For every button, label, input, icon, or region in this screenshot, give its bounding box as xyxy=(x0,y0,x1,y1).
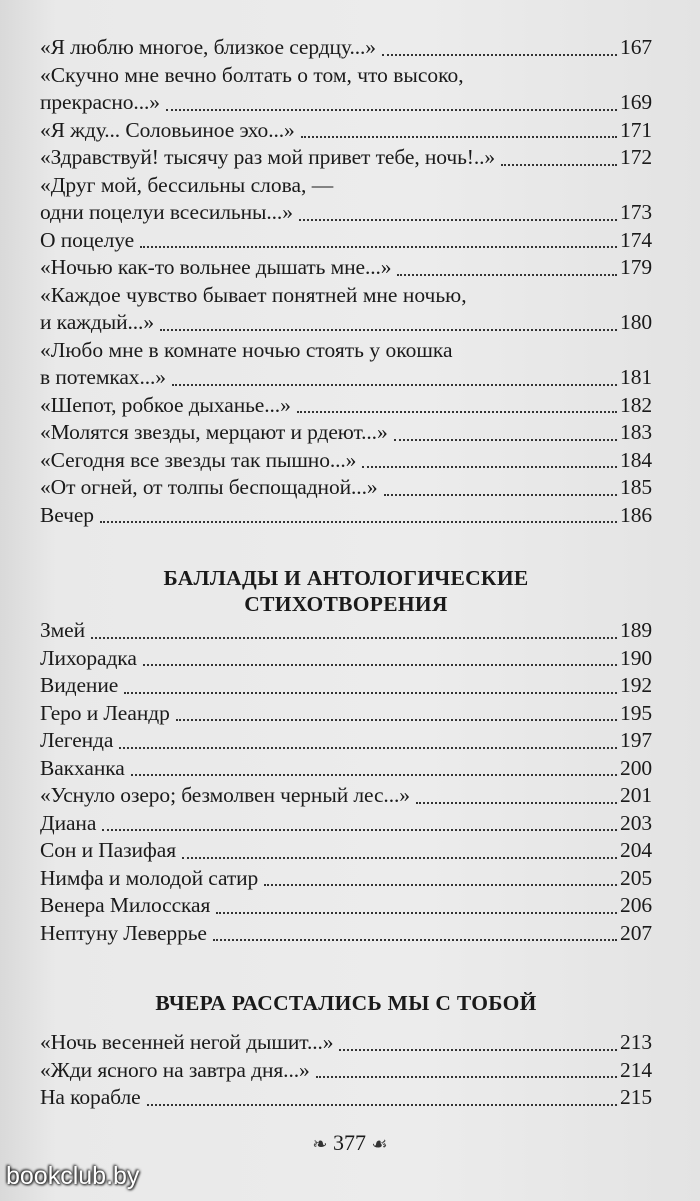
toc-entry xyxy=(40,700,652,728)
toc-entry xyxy=(40,254,652,282)
toc-entry-title: «Я жду... Соловьиное эхо...» xyxy=(40,117,295,142)
toc-entry-page: 181 xyxy=(620,365,652,389)
dot-leader xyxy=(131,774,617,776)
dot-leader xyxy=(91,637,617,639)
toc-entry-title: «Я люблю многое, близкое сердцу...» xyxy=(40,35,376,59)
ornament-left-icon: ❧ xyxy=(312,1134,328,1154)
toc-entry-title: О поцелуе xyxy=(40,227,135,252)
toc-entry xyxy=(40,810,652,838)
toc-entry xyxy=(40,117,652,145)
toc-entry-title: Легенда xyxy=(40,728,114,752)
toc-entry-row xyxy=(40,755,652,783)
dot-leader xyxy=(339,1049,617,1051)
toc-entry-page: 203 xyxy=(620,810,652,835)
toc-entry-page: 207 xyxy=(620,920,652,945)
dot-leader xyxy=(160,329,617,331)
toc-entry-page: 185 xyxy=(620,475,652,499)
toc-entry-title: «Молятся звезды, мерцают и рдеют...» xyxy=(40,420,388,444)
toc-entry-page: 195 xyxy=(620,700,652,725)
toc-entry-row xyxy=(40,892,652,920)
toc-entry-title: «Уснуло озеро; безмолвен черный лес...» xyxy=(40,783,410,807)
dot-leader xyxy=(143,664,617,666)
toc-section-vchera xyxy=(40,1029,652,1112)
toc-entry-row xyxy=(40,309,652,337)
toc-entry xyxy=(40,1029,652,1057)
toc-entry-title: «Ночь весенней негой дышит...» xyxy=(40,1030,334,1054)
dot-leader xyxy=(299,219,617,221)
toc-entry xyxy=(40,502,652,530)
dot-leader xyxy=(124,692,617,694)
toc-entry xyxy=(40,727,652,755)
toc-section-ballads xyxy=(40,617,652,947)
toc-entry-page: 169 xyxy=(620,90,652,114)
dot-leader xyxy=(102,829,617,831)
dot-leader xyxy=(176,719,617,721)
toc-entry-title: Сон и Пазифая xyxy=(40,838,176,862)
toc-entry-row xyxy=(40,1057,652,1085)
toc-entry-row xyxy=(40,364,652,392)
toc-entry-title: Вечер xyxy=(40,502,94,527)
toc-entry xyxy=(40,782,652,810)
toc-entry xyxy=(40,227,652,255)
page-footer xyxy=(0,1130,700,1156)
section-heading-line: СТИХОТВОРЕНИЯ xyxy=(244,592,448,616)
toc-entry xyxy=(40,617,652,645)
toc-entry xyxy=(40,62,652,117)
toc-entry-title: одни поцелуи всесильны...» xyxy=(40,200,293,224)
toc-entry-title: Лихорадка xyxy=(40,645,137,670)
ornament-right-icon: ☙ xyxy=(371,1134,388,1154)
dot-leader xyxy=(384,494,618,496)
toc-entry-page: 206 xyxy=(620,893,652,917)
section-heading-vchera xyxy=(40,990,652,1016)
toc-entry-page: 171 xyxy=(620,117,652,142)
toc-entry-row xyxy=(40,727,652,755)
section-heading-ballads xyxy=(40,565,652,617)
toc-entry xyxy=(40,1084,652,1112)
dot-leader xyxy=(172,384,617,386)
dot-leader xyxy=(301,136,617,138)
toc-entry xyxy=(40,865,652,893)
toc-entry-page: 214 xyxy=(620,1057,652,1082)
dot-leader xyxy=(394,439,617,441)
toc-entry-title-line: «Любо мне в комнате ночью стоять у окошка xyxy=(40,337,453,362)
toc-entry-title: Видение xyxy=(40,673,119,697)
toc-entry-page: 173 xyxy=(620,200,652,224)
toc-entry-row xyxy=(40,617,652,645)
toc-entry-title: «Жди ясного на завтра дня...» xyxy=(40,1057,310,1082)
toc-entry-title: «Сегодня все звезды так пышно...» xyxy=(40,447,357,472)
toc-entry-title: Вакханка xyxy=(40,755,125,780)
toc-entry-row xyxy=(40,1084,652,1112)
dot-leader xyxy=(119,747,617,749)
dot-leader xyxy=(140,246,617,248)
toc-entry-row xyxy=(40,254,652,282)
toc-entry xyxy=(40,920,652,948)
dot-leader xyxy=(382,54,617,56)
dot-leader xyxy=(397,274,617,276)
toc-entry-page: 204 xyxy=(620,838,652,862)
toc-entry xyxy=(40,755,652,783)
dot-leader xyxy=(264,884,617,886)
toc-entry-page: 215 xyxy=(620,1085,652,1109)
dot-leader xyxy=(216,912,617,914)
toc-section-lyrics xyxy=(40,34,652,529)
toc-entry-row xyxy=(40,117,652,145)
toc-entry-title: На корабле xyxy=(40,1085,141,1109)
dot-leader xyxy=(213,939,617,941)
toc-entry-title-line: «Скучно мне вечно болтать о том, что высоко, xyxy=(40,62,464,87)
toc-entry xyxy=(40,447,652,475)
toc-entry-page: 186 xyxy=(620,502,652,527)
toc-entry xyxy=(40,172,652,227)
toc-entry-title: Диана xyxy=(40,810,97,835)
toc-entry-title: Венера Милосская xyxy=(40,893,211,917)
toc-entry xyxy=(40,474,652,502)
toc-entry-title: «Шепот, робкое дыханье...» xyxy=(40,392,291,417)
toc-entry-page: 172 xyxy=(620,145,652,169)
toc-entry xyxy=(40,144,652,172)
toc-entry-row xyxy=(40,920,652,948)
toc-entry xyxy=(40,419,652,447)
toc-entry xyxy=(40,1057,652,1085)
dot-leader xyxy=(297,411,617,413)
toc-entry-row xyxy=(40,810,652,838)
toc-entry-row xyxy=(40,34,652,62)
toc-entry xyxy=(40,672,652,700)
toc-entry-row xyxy=(40,447,652,475)
toc-entry-title: и каждый...» xyxy=(40,310,154,334)
toc-entry-page: 190 xyxy=(620,645,652,670)
toc-entry-title: Нептуну Леверрье xyxy=(40,920,207,945)
toc-entry-page: 167 xyxy=(620,35,652,59)
toc-entry-row xyxy=(40,474,652,502)
toc-entry-row xyxy=(40,837,652,865)
dot-leader xyxy=(147,1104,618,1106)
toc-entry-row xyxy=(40,700,652,728)
toc-entry-row xyxy=(40,392,652,420)
toc-entry xyxy=(40,645,652,673)
section-heading-line: ВЧЕРА РАССТАЛИСЬ МЫ С ТОБОЙ xyxy=(155,991,537,1015)
toc-entry-title: Змей xyxy=(40,618,86,642)
toc-entry xyxy=(40,337,652,392)
page-number: 377 xyxy=(332,1130,366,1155)
dot-leader xyxy=(166,109,617,111)
toc-entry-title-line: «Друг мой, бессильны слова, — xyxy=(40,172,334,197)
dot-leader xyxy=(501,164,617,166)
toc-entry-row xyxy=(40,782,652,810)
toc-entry xyxy=(40,392,652,420)
toc-entry-page: 205 xyxy=(620,865,652,890)
toc-entry-page: 182 xyxy=(620,392,652,417)
toc-entry-page: 213 xyxy=(620,1030,652,1054)
toc-entry-row xyxy=(40,144,652,172)
toc-entry-row xyxy=(40,865,652,893)
toc-entry-row xyxy=(40,89,652,117)
dot-leader xyxy=(362,466,617,468)
section-heading-line: БАЛЛАДЫ И АНТОЛОГИЧЕСКИЕ xyxy=(163,566,529,590)
toc-entry-page: 180 xyxy=(620,310,652,334)
toc-entry-title: в потемках...» xyxy=(40,365,166,389)
toc-entry-page: 184 xyxy=(620,447,652,472)
toc-entry-page: 179 xyxy=(620,255,652,279)
toc-entry xyxy=(40,34,652,62)
toc-entry-page: 197 xyxy=(620,728,652,752)
toc-entry-page: 174 xyxy=(620,227,652,252)
dot-leader xyxy=(416,802,617,804)
dot-leader xyxy=(100,521,617,523)
toc-entry-row xyxy=(40,645,652,673)
toc-entry-title: Геро и Леандр xyxy=(40,700,170,725)
toc-entry-row xyxy=(40,1029,652,1057)
toc-entry-page: 200 xyxy=(620,755,652,780)
toc-entry-row xyxy=(40,502,652,530)
toc-entry-page: 183 xyxy=(620,420,652,444)
toc-entry-title-line: «Каждое чувство бывает понятней мне ночью, xyxy=(40,282,467,307)
toc-entry-page: 192 xyxy=(620,673,652,697)
toc-entry-title: «Ночью как-то вольнее дышать мне...» xyxy=(40,255,392,279)
toc-entry-title: Нимфа и молодой сатир xyxy=(40,865,259,890)
dot-leader xyxy=(182,857,617,859)
toc-entry-page: 201 xyxy=(620,783,652,807)
toc-entry-title: «От огней, от толпы беспощадной...» xyxy=(40,475,378,499)
dot-leader xyxy=(316,1076,617,1078)
toc-entry-row xyxy=(40,199,652,227)
toc-entry xyxy=(40,282,652,337)
toc-entry-row xyxy=(40,227,652,255)
toc-entry-row xyxy=(40,419,652,447)
toc-entry-page: 189 xyxy=(620,618,652,642)
watermark: bookclub.by xyxy=(6,1162,140,1190)
toc-entry xyxy=(40,892,652,920)
toc-entry xyxy=(40,837,652,865)
toc-entry-title: прекрасно...» xyxy=(40,90,160,114)
toc-entry-row xyxy=(40,672,652,700)
toc-entry-title: «Здравствуй! тысячу раз мой привет тебе, ночь!..» xyxy=(40,145,496,169)
